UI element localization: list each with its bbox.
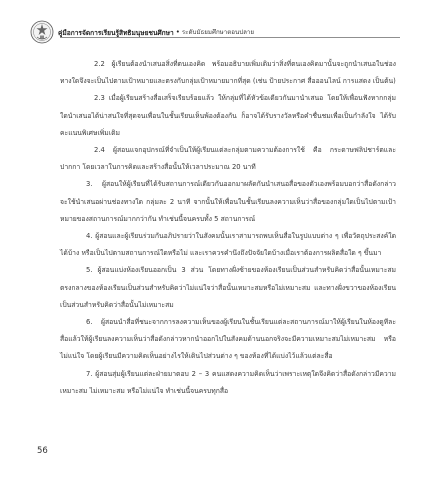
paragraph-2-2: 2.2 ผู้เรียนต้องนำเสนอสิ่งที่ตนเองคิด พร้อมอธิบายเพิ่มเติมว่าสิ่งที่ตนเองคิดมานั้นจะถูกนำเสนอในช่องทางใดจึงจะเป็นไปตามเป้าหมายและตรงกับกลุ่มเป้าหมายมากที่สุด (เช่น ป้ายประกาศ สื่อออนไลน์ การแสดง เป็นต้น)	[60, 60, 396, 86]
university-seal-icon	[30, 20, 54, 44]
header-rule	[60, 37, 400, 38]
paragraph-4: 4. ผู้สอนและผู้เรียนร่วมกันอภิปรายว่าในสังคมนั้นเราสามารถพบเห็นสื่อในรูปแบบต่าง ๆ เพื่อวัตถุประสงค์ใดได้บ้าง หรือเป็นไปตามสถานการณ์ใดหรือไม่ และเราควรคำนึงถึงปัจจัยใดบ้างเมื่อเราต้องการผลิตสื่อใด ๆ ขึ้นมา	[60, 232, 396, 258]
body-text	[60, 56, 396, 400]
paragraph-6: 6. ผู้สอนนำสื่อที่ชนะจากการลงความเห็นของผู้เรียนในชั้นเรียนแต่ละสถานการณ์มาให้ผู้เรียนในห้องดูทีละสื่อแล้วให้ผู้เรียนลงความเห็นว่าสื่อดังกล่าวหากนำออกไปในสังคมด้านนอกจริงจะมีความเหมาะสมไม่เหมาะสม หรือไม่แน่ใจ โดยผู้เรียนมีความคิดเห็นอย่างไรให้เดินไปส่วนต่าง ๆ ของห้องที่ได้แบ่งไว้แล้วแต่ละสื่อ	[60, 318, 396, 361]
paragraph-2-4: 2.4 ผู้สอนแจกอุปกรณ์ที่จำเป็นให้ผู้เรียนแต่ละกลุ่มตามความต้องการใช้ คือ กระดาษฟลิปชาร์ตและปากกา โดยเวลาในการคิดและสร้างสื่อนั้นให้เวลาประมาณ 20 นาที	[60, 146, 396, 172]
paragraph-3: 3. ผู้สอนให้ผู้เรียนที่ได้รับสถานการณ์เดียวกันออกมาผลัดกันนำเสนอสื่อของตัวเองพร้อมบอกว่าสื่อดังกล่าวจะใช้นำเสนอผ่านช่องทางใด กลุ่มละ 2 นาที จากนั้นให้เพื่อนในชั้นเรียนลงความเห็นว่าสื่อของกลุ่มใดเป็นไปตามเป้าหมายของสถานการณ์มากกว่ากัน ทำเช่นนี้จนครบทั้ง 5 สถานการณ์	[60, 180, 396, 223]
running-header	[30, 18, 254, 46]
page-number: 56	[37, 446, 48, 456]
header-separator: •	[175, 28, 180, 36]
paragraph-2-3: 2.3 เมื่อผู้เรียนสร้างสื่อเสร็จเรียบร้อยแล้ว ให้กลุ่มที่ได้หัวข้อเดียวกันมานำเสนอ โดยให้เพื่อนฟังหากกลุ่มใดนำเสนอได้น่าสนใจที่สุดจนเพื่อนในชั้นเรียนเห็นพ้องต้องกัน ก็อาจได้รับรางวัลหรือคำชื่นชมเพื่อเป็นกำลังใจ ได้รับคะแนนพิเศษเพิ่มเติม	[60, 94, 396, 137]
paragraph-7: 7. ผู้สอนสุ่มผู้เรียนแต่ละฝ่ายมาตอบ 2 – 3 คนแสดงความคิดเห็นว่าเพราะเหตุใดจึงคิดว่าสื่อดังกล่าวมีความเหมาะสม ไม่เหมาะสม หรือไม่แน่ใจ ทำเช่นนี้จนครบทุกสื่อ	[60, 369, 396, 395]
header-subtitle: ระดับมัธยมศึกษาตอนปลาย	[181, 29, 255, 36]
header-title: คู่มือการจัดการเรียนรู้สิทธิมนุษยชนศึกษา	[58, 28, 174, 37]
paragraph-5: 5. ผู้สอนแบ่งห้องเรียนออกเป็น 3 ส่วน โดยทางฝั่งซ้ายของห้องเรียนเป็นส่วนสำหรับคิดว่าสื่อนั้นเหมาะสมตรงกลางของห้องเรียนเป็นส่วนสำหรับคิดว่าไม่แน่ใจว่าสื่อนั้นเหมาะสมหรือไม่เหมาะสม และทางฝั่งขวาของห้องเรียนเป็นส่วนสำหรับคิดว่าสื่อนั้นไม่เหมาะสม	[60, 266, 396, 309]
